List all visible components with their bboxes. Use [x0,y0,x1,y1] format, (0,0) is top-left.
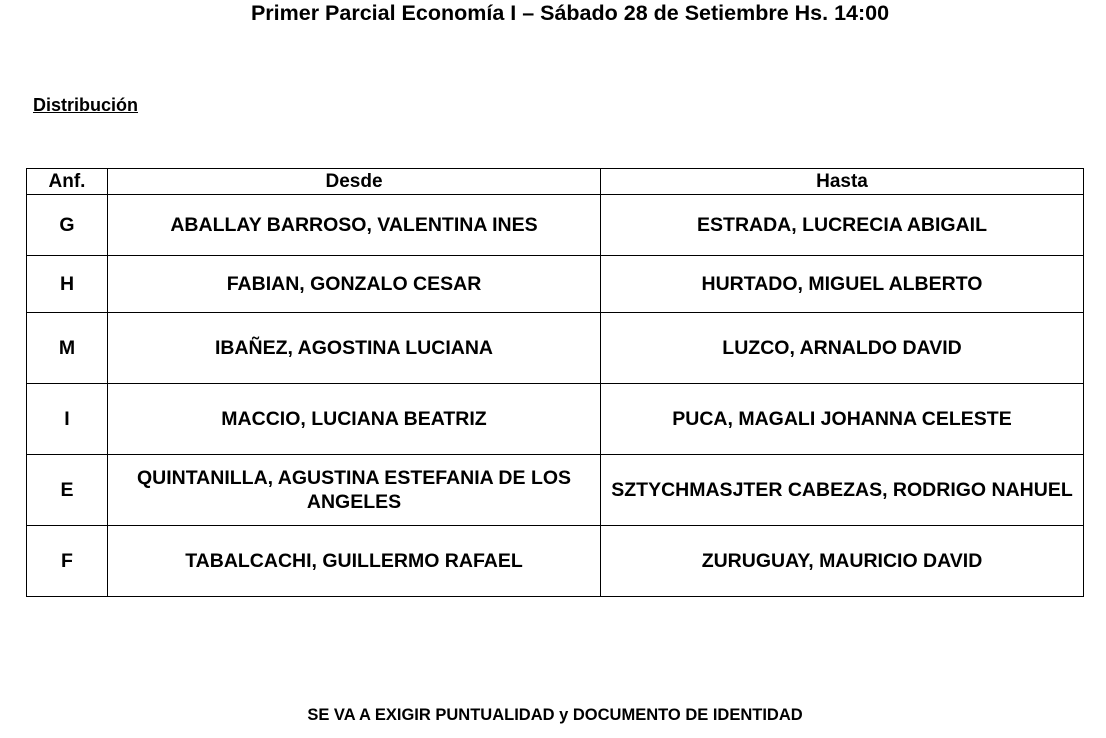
table-row [27,195,1084,256]
cell-hasta: ESTRADA, LUCRECIA ABIGAIL [601,195,1084,256]
cell-desde: FABIAN, GONZALO CESAR [108,256,601,313]
table-row [27,526,1084,597]
cell-hasta: SZTYCHMASJTER CABEZAS, RODRIGO NAHUEL [601,455,1084,526]
header-anf: Anf. [27,169,108,195]
section-label-distribucion: Distribución [33,95,139,115]
table-row [27,384,1084,455]
distribution-table [26,168,1084,597]
cell-hasta: HURTADO, MIGUEL ALBERTO [601,256,1084,313]
footer-notice: SE VA A EXIGIR PUNTUALIDAD y DOCUMENTO DE IDENTIDAD [307,706,803,724]
page-title: Primer Parcial Economía I – Sábado 28 de Setiembre Hs. 14:00 [250,1,890,25]
cell-anf: M [27,313,108,384]
cell-desde: MACCIO, LUCIANA BEATRIZ [108,384,601,455]
cell-hasta: ZURUGUAY, MAURICIO DAVID [601,526,1084,597]
table-row [27,313,1084,384]
cell-hasta: PUCA, MAGALI JOHANNA CELESTE [601,384,1084,455]
cell-desde: IBAÑEZ, AGOSTINA LUCIANA [108,313,601,384]
table-row [27,256,1084,313]
header-desde: Desde [108,169,601,195]
table-row [27,455,1084,526]
cell-anf: F [27,526,108,597]
cell-anf: I [27,384,108,455]
cell-anf: H [27,256,108,313]
cell-anf: G [27,195,108,256]
cell-hasta: LUZCO, ARNALDO DAVID [601,313,1084,384]
table-header-row [27,169,1084,195]
cell-desde: ABALLAY BARROSO, VALENTINA INES [108,195,601,256]
cell-anf: E [27,455,108,526]
cell-desde: QUINTANILLA, AGUSTINA ESTEFANIA DE LOS ANGELES [108,455,601,526]
header-hasta: Hasta [601,169,1084,195]
cell-desde: TABALCACHI, GUILLERMO RAFAEL [108,526,601,597]
